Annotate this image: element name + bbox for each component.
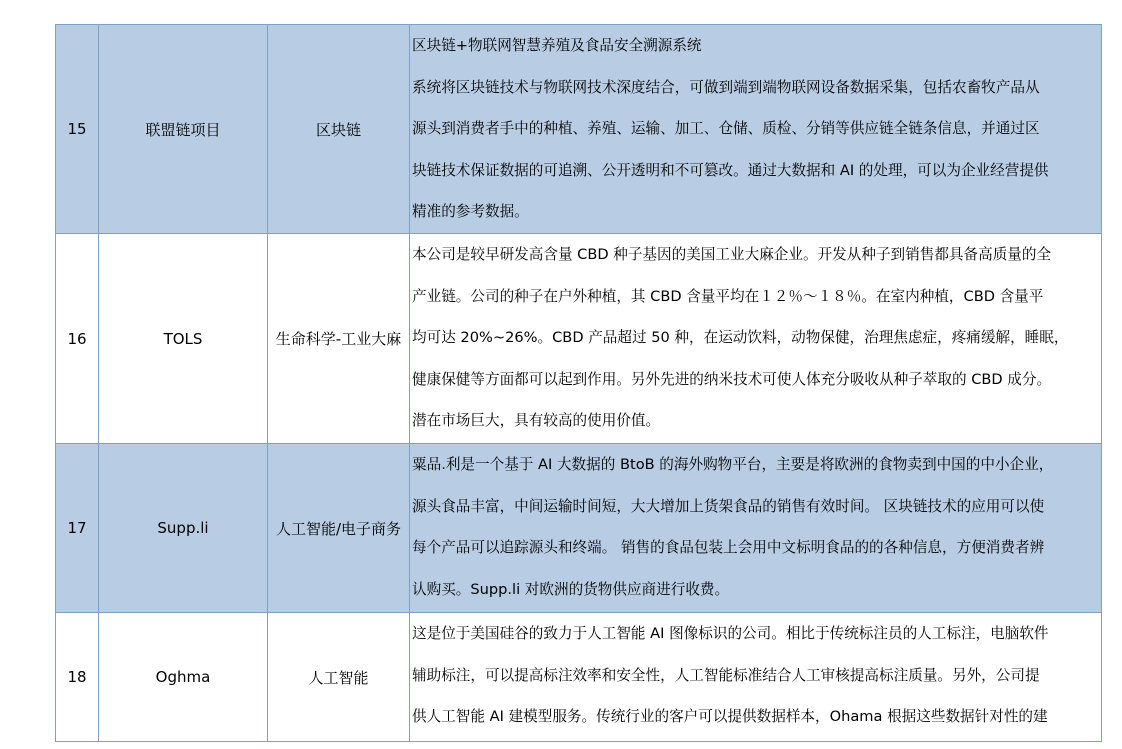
- row-number: 18: [56, 613, 99, 742]
- description-line: 辅助标注，可以提高标注效率和安全性，人工智能标准结合人工审核提高标注质量。另外，公司提: [412, 666, 1040, 684]
- project-category: 人工智能/电子商务: [268, 444, 410, 613]
- description-line: 区块链+物联网智慧养殖及食品安全溯源系统: [412, 37, 702, 54]
- project-name: 联盟链项目: [99, 25, 268, 234]
- project-table: [55, 24, 1102, 742]
- description-line: 源头到消费者手中的种植、养殖、运输、加工、仓储、质检、分销等供应链全链条信息，并通过区: [412, 120, 1040, 138]
- description-line: 系统将区块链技术与物联网技术深度结合，可做到端到端物联网设备数据采集，包括农畜牧产品从: [412, 78, 1040, 96]
- project-description: [410, 234, 1102, 444]
- description-line: 精准的参考数据。: [412, 203, 529, 221]
- project-name: Supp.li: [99, 444, 268, 613]
- table-row: [56, 613, 1102, 742]
- table-row: [56, 234, 1102, 444]
- project-category: 生命科学-工业大麻: [268, 234, 410, 444]
- description-line: 源头食品丰富，中间运输时间短，大大增加上货架食品的销售有效时间。 区块链技术的应用可以使: [412, 497, 1045, 515]
- description-line: 每个产品可以追踪源头和终端。 销售的食品包装上会用中文标明食品的的各种信息，方便消费者辨: [412, 539, 1045, 557]
- description-line: 潜在市场巨大，具有较高的使用价值。: [412, 412, 661, 430]
- description-line: 块链技术保证数据的可追溯、公开透明和不可篡改。通过大数据和 AI 的处理，可以为企业经营提供: [412, 161, 1049, 179]
- project-name: TOLS: [99, 234, 268, 444]
- row-number: 16: [56, 234, 99, 444]
- project-category: 人工智能: [268, 613, 410, 742]
- project-category: 区块链: [268, 25, 410, 234]
- description-line: 供人工智能 AI 建模型服务。传统行业的客户可以提供数据样本，Ohama 根据这些数据针对性的建: [412, 708, 1048, 726]
- project-name: Oghma: [99, 613, 268, 742]
- description-line: 均可达 20%~26%。CBD 产品超过 50 种，在运动饮料，动物保健，治理焦虑症，疼痛缓解，睡眠，: [412, 329, 1069, 347]
- description-line: 认购买。Supp.li 对欧洲的货物供应商进行收费。: [412, 580, 730, 598]
- description-line: 产业链。公司的种子在户外种植，其 CBD 含量平均在１２％～１８％。在室内种植，CBD 含量平: [412, 287, 1044, 305]
- table-row: [56, 25, 1102, 234]
- description-line: 粟品.利是一个基于 AI 大数据的 BtoB 的海外购物平台，主要是将欧洲的食物卖到中国的中小企业，: [412, 456, 1054, 473]
- project-description: [410, 613, 1102, 742]
- table-row: [56, 444, 1102, 613]
- description-line: 这是位于美国硅谷的致力于人工智能 AI 图像标识的公司。相比于传统标注员的人工标注，电脑软件: [412, 625, 1049, 642]
- project-table-container: [55, 24, 1101, 742]
- row-number: 15: [56, 25, 99, 234]
- row-number: 17: [56, 444, 99, 613]
- description-line: 健康保健等方面都可以起到作用。另外先进的纳米技术可使人体充分吸收从种子萃取的 CBD 成分。: [412, 370, 1052, 388]
- project-description: [410, 25, 1102, 234]
- project-description: [410, 444, 1102, 613]
- description-line: 本公司是较早研发高含量 CBD 种子基因的美国工业大麻企业。开发从种子到销售都具备高质量的全: [412, 246, 1052, 263]
